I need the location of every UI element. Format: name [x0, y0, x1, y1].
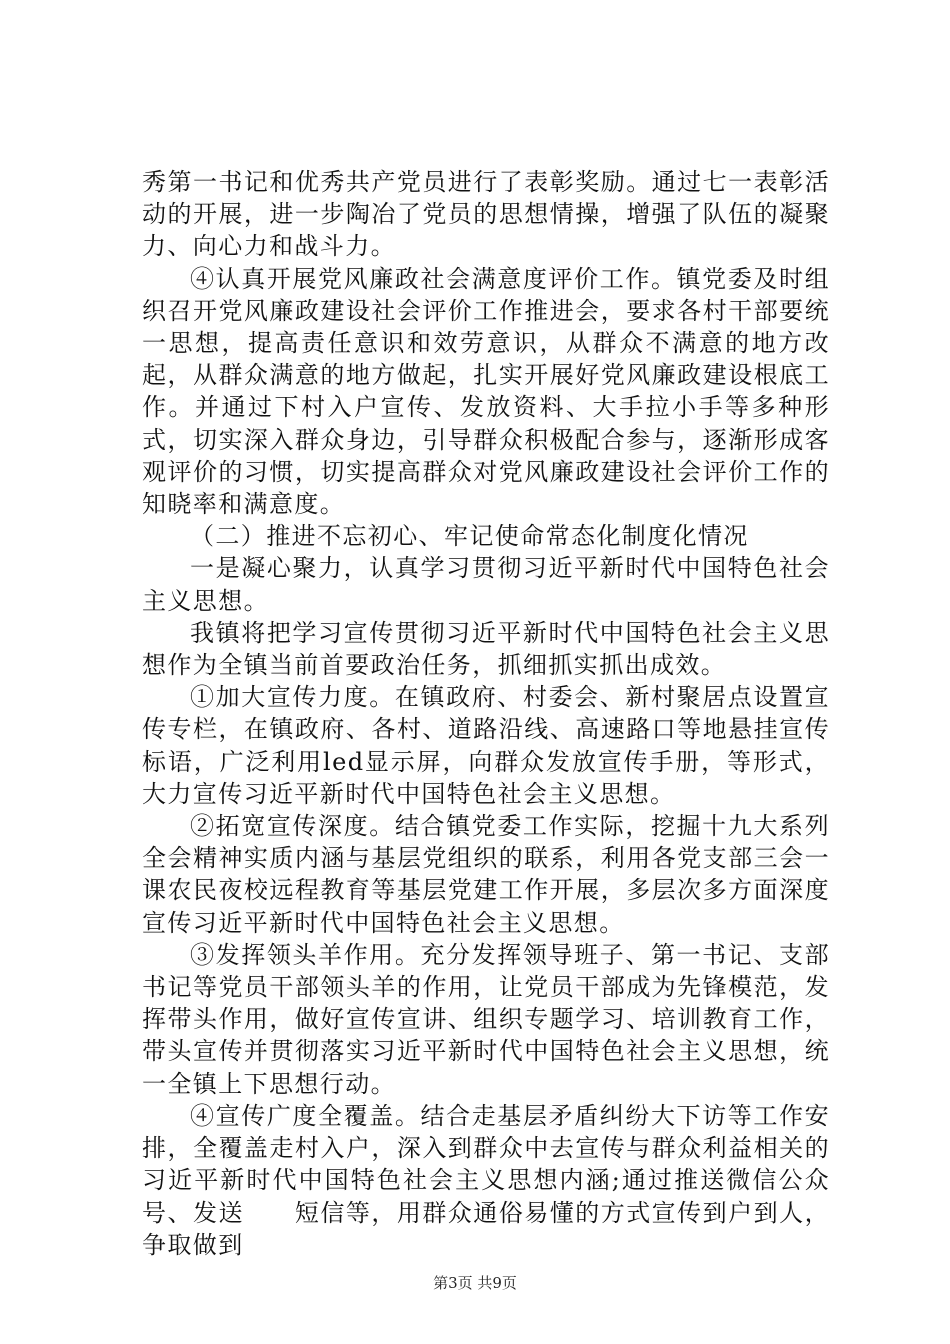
paragraph-point-one: 一是凝心聚力，认真学习贯彻习近平新时代中国特色社会主义思想。 [142, 554, 830, 615]
document-body [142, 166, 830, 1261]
paragraph-publicity-intensity: ①加大宣传力度。在镇政府、村委会、新村聚居点设置宣传专栏，在镇政府、各村、道路沿线、高速路口等地悬挂宣传标语，广泛利用led显示屏，向群众发放宣传手册，等形式，大力宣传习近平新时代中国特色社会主义思想。 [142, 683, 830, 808]
paragraph-publicity-depth: ②拓宽宣传深度。结合镇党委工作实际，挖掘十九大系列全会精神实质内涵与基层党组织的联系，利用各党支部三会一课农民夜校远程教育等基层党建工作开展，多层次多方面深度宣传习近平新时代中国特色社会主义思想。 [142, 812, 830, 937]
paragraph-commendation-summary: 秀第一书记和优秀共产党员进行了表彰奖励。通过七一表彰活动的开展，进一步陶冶了党员的思想情操，增强了队伍的凝聚力、向心力和战斗力。 [142, 168, 830, 261]
page-number-footer: 第3页 共9页 [433, 1274, 517, 1292]
section-heading-2: （二）推进不忘初心、牢记使命常态化制度化情况 [190, 522, 749, 551]
paragraph-leadership-role: ③发挥领头羊作用。充分发挥领导班子、第一书记、支部书记等党员干部领头羊的作用，让党员干部成为先锋模范，发挥带头作用，做好宣传宣讲、组织专题学习、培训教育工作，带头宣传并贯彻落实习近平新时代中国特色社会主义思想，统一全镇上下思想行动。 [142, 940, 830, 1098]
paragraph-publicity-coverage: ④宣传广度全覆盖。结合走基层矛盾纠纷大下访等工作安排，全覆盖走村入户，深入到群众中去宣传与群众利益相关的习近平新时代中国特色社会主义思想内涵;通过推送微信公众号、发送 短信等，用群众通俗易懂的方式宣传到户到人，争取做到 [142, 1101, 830, 1259]
paragraph-town-task: 我镇将把学习宣传贯彻习近平新时代中国特色社会主义思想作为全镇当前首要政治任务，抓细抓实抓出成效。 [142, 618, 830, 680]
paragraph-integrity-evaluation: ④认真开展党风廉政社会满意度评价工作。镇党委及时组织召开党风廉政建设社会评价工作推进会，要求各村干部要统一思想，提高责任意识和效劳意识，从群众不满意的地方改起，从群众满意的地方做起，扎实开展好党风廉政建设根底工作。并通过下村入户宣传、发放资料、大手拉小手等多种形式，切实深入群众身边，引导群众积极配合参与，逐渐形成客观评价的习惯，切实提高群众对党风廉政建设社会评价工作的知晓率和满意度。 [142, 264, 830, 519]
